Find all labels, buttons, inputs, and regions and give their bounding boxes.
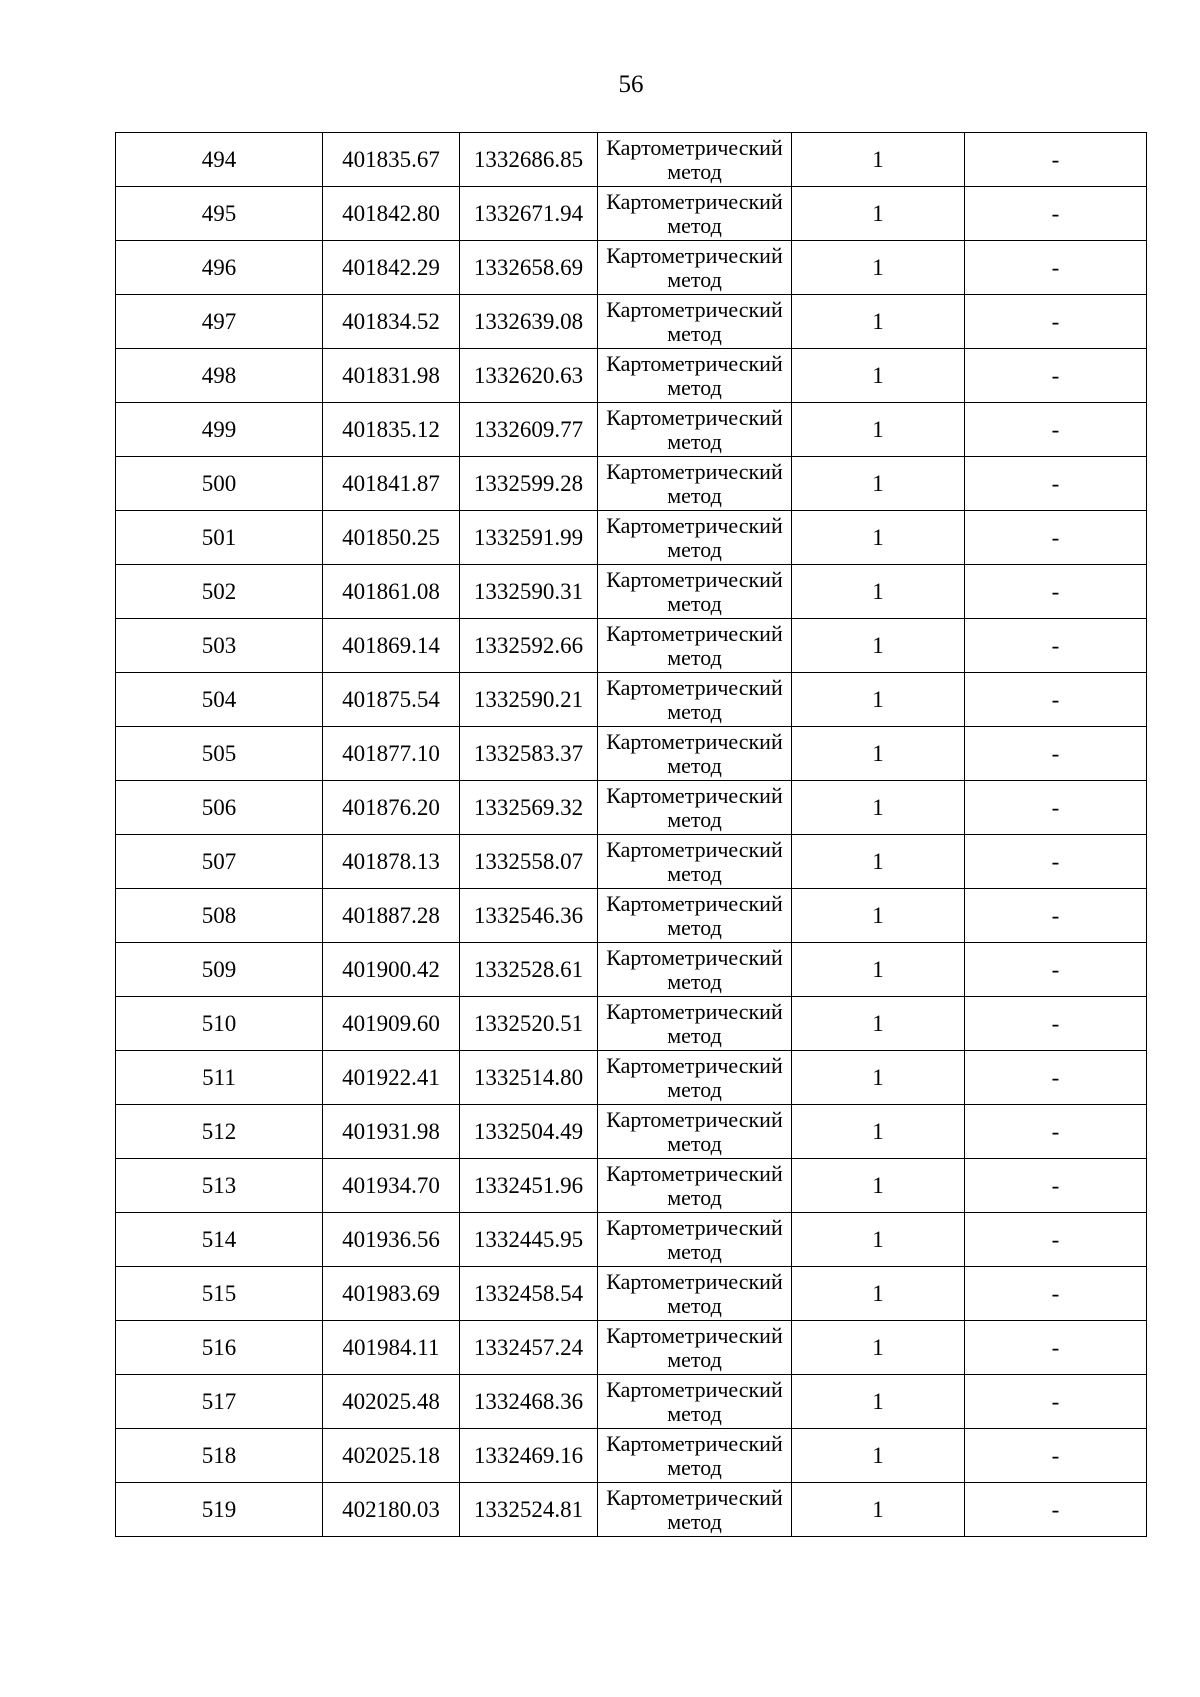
accuracy-cell: 1 <box>792 1051 965 1105</box>
accuracy-cell: 1 <box>792 997 965 1051</box>
x-coordinate-cell: 402025.18 <box>323 1429 460 1483</box>
method-line-1: Картометрический <box>606 1322 783 1348</box>
method-line-2: метод <box>667 482 722 508</box>
x-coordinate-cell: 401841.87 <box>323 457 460 511</box>
method-line-1: Картометрический <box>606 512 783 538</box>
y-coordinate-cell: 1332658.69 <box>460 241 598 295</box>
point-number-cell: 519 <box>116 1483 323 1537</box>
table-row <box>116 1213 1147 1267</box>
note-cell: - <box>965 457 1147 511</box>
method-line-1: Картометрический <box>606 242 783 268</box>
x-coordinate-cell: 401900.42 <box>323 943 460 997</box>
method-line-2: метод <box>667 1238 722 1264</box>
method-line-2: метод <box>667 1076 722 1102</box>
x-coordinate-cell: 402025.48 <box>323 1375 460 1429</box>
y-coordinate-cell: 1332590.31 <box>460 565 598 619</box>
y-coordinate-cell: 1332504.49 <box>460 1105 598 1159</box>
x-coordinate-cell: 401835.12 <box>323 403 460 457</box>
method-cell <box>598 349 792 403</box>
method-line-2: метод <box>667 914 722 940</box>
accuracy-cell: 1 <box>792 349 965 403</box>
table-row <box>116 187 1147 241</box>
y-coordinate-cell: 1332524.81 <box>460 1483 598 1537</box>
method-line-1: Картометрический <box>606 296 783 322</box>
y-coordinate-cell: 1332469.16 <box>460 1429 598 1483</box>
accuracy-cell: 1 <box>792 619 965 673</box>
note-cell: - <box>965 565 1147 619</box>
note-cell: - <box>965 241 1147 295</box>
table-row <box>116 457 1147 511</box>
table-row <box>116 727 1147 781</box>
point-number-cell: 515 <box>116 1267 323 1321</box>
method-line-1: Картометрический <box>606 404 783 430</box>
note-cell: - <box>965 889 1147 943</box>
table-row <box>116 349 1147 403</box>
table-row <box>116 997 1147 1051</box>
x-coordinate-cell: 401831.98 <box>323 349 460 403</box>
accuracy-cell: 1 <box>792 565 965 619</box>
method-cell <box>598 673 792 727</box>
accuracy-cell: 1 <box>792 1375 965 1429</box>
x-coordinate-cell: 401842.29 <box>323 241 460 295</box>
method-line-1: Картометрический <box>606 458 783 484</box>
page-number: 56 <box>618 71 644 98</box>
point-number-cell: 497 <box>116 295 323 349</box>
table-row <box>116 1375 1147 1429</box>
method-cell <box>598 1105 792 1159</box>
y-coordinate-cell: 1332528.61 <box>460 943 598 997</box>
method-line-1: Картометрический <box>606 944 783 970</box>
method-cell <box>598 727 792 781</box>
method-line-2: метод <box>667 374 722 400</box>
table-row <box>116 1321 1147 1375</box>
accuracy-cell: 1 <box>792 241 965 295</box>
table-row <box>116 1159 1147 1213</box>
method-line-1: Картометрический <box>606 1214 783 1240</box>
y-coordinate-cell: 1332599.28 <box>460 457 598 511</box>
method-cell <box>598 457 792 511</box>
accuracy-cell: 1 <box>792 1105 965 1159</box>
note-cell: - <box>965 1051 1147 1105</box>
method-cell <box>598 1429 792 1483</box>
accuracy-cell: 1 <box>792 835 965 889</box>
point-number-cell: 508 <box>116 889 323 943</box>
accuracy-cell: 1 <box>792 1321 965 1375</box>
point-number-cell: 512 <box>116 1105 323 1159</box>
point-number-cell: 495 <box>116 187 323 241</box>
method-line-1: Картометрический <box>606 890 783 916</box>
method-line-1: Картометрический <box>606 1484 783 1510</box>
method-line-2: метод <box>667 1346 722 1372</box>
point-number-cell: 501 <box>116 511 323 565</box>
y-coordinate-cell: 1332591.99 <box>460 511 598 565</box>
note-cell: - <box>965 295 1147 349</box>
method-cell <box>598 511 792 565</box>
method-line-2: метод <box>667 212 722 238</box>
x-coordinate-cell: 401869.14 <box>323 619 460 673</box>
note-cell: - <box>965 1213 1147 1267</box>
table-row <box>116 673 1147 727</box>
method-line-1: Картометрический <box>606 674 783 700</box>
method-line-2: метод <box>667 428 722 454</box>
note-cell: - <box>965 673 1147 727</box>
table-row <box>116 403 1147 457</box>
x-coordinate-cell: 401878.13 <box>323 835 460 889</box>
x-coordinate-cell: 401877.10 <box>323 727 460 781</box>
accuracy-cell: 1 <box>792 1429 965 1483</box>
accuracy-cell: 1 <box>792 727 965 781</box>
y-coordinate-cell: 1332468.36 <box>460 1375 598 1429</box>
point-number-cell: 507 <box>116 835 323 889</box>
method-cell <box>598 1483 792 1537</box>
y-coordinate-cell: 1332514.80 <box>460 1051 598 1105</box>
y-coordinate-cell: 1332671.94 <box>460 187 598 241</box>
note-cell: - <box>965 1105 1147 1159</box>
y-coordinate-cell: 1332639.08 <box>460 295 598 349</box>
x-coordinate-cell: 401983.69 <box>323 1267 460 1321</box>
accuracy-cell: 1 <box>792 781 965 835</box>
x-coordinate-cell: 401875.54 <box>323 673 460 727</box>
point-number-cell: 505 <box>116 727 323 781</box>
point-number-cell: 503 <box>116 619 323 673</box>
x-coordinate-cell: 401861.08 <box>323 565 460 619</box>
y-coordinate-cell: 1332590.21 <box>460 673 598 727</box>
method-cell <box>598 943 792 997</box>
note-cell: - <box>965 1429 1147 1483</box>
table-row <box>116 133 1147 187</box>
accuracy-cell: 1 <box>792 1267 965 1321</box>
x-coordinate-cell: 401842.80 <box>323 187 460 241</box>
y-coordinate-cell: 1332451.96 <box>460 1159 598 1213</box>
x-coordinate-cell: 402180.03 <box>323 1483 460 1537</box>
table-row <box>116 619 1147 673</box>
method-line-2: метод <box>667 968 722 994</box>
method-line-2: метод <box>667 644 722 670</box>
x-coordinate-cell: 401835.67 <box>323 133 460 187</box>
note-cell: - <box>965 1375 1147 1429</box>
method-line-2: метод <box>667 1400 722 1426</box>
note-cell: - <box>965 133 1147 187</box>
table-row <box>116 781 1147 835</box>
method-line-2: метод <box>667 320 722 346</box>
table-row <box>116 835 1147 889</box>
y-coordinate-cell: 1332546.36 <box>460 889 598 943</box>
method-cell <box>598 1051 792 1105</box>
method-line-1: Картометрический <box>606 1376 783 1402</box>
point-number-cell: 513 <box>116 1159 323 1213</box>
method-cell <box>598 619 792 673</box>
y-coordinate-cell: 1332520.51 <box>460 997 598 1051</box>
note-cell: - <box>965 619 1147 673</box>
method-line-1: Картометрический <box>606 1052 783 1078</box>
accuracy-cell: 1 <box>792 1159 965 1213</box>
point-number-cell: 498 <box>116 349 323 403</box>
accuracy-cell: 1 <box>792 943 965 997</box>
method-cell <box>598 565 792 619</box>
method-line-2: метод <box>667 1292 722 1318</box>
x-coordinate-cell: 401984.11 <box>323 1321 460 1375</box>
x-coordinate-cell: 401876.20 <box>323 781 460 835</box>
y-coordinate-cell: 1332569.32 <box>460 781 598 835</box>
y-coordinate-cell: 1332445.95 <box>460 1213 598 1267</box>
accuracy-cell: 1 <box>792 295 965 349</box>
method-line-1: Картометрический <box>606 836 783 862</box>
accuracy-cell: 1 <box>792 457 965 511</box>
method-line-2: метод <box>667 158 722 184</box>
table-row <box>116 1267 1147 1321</box>
x-coordinate-cell: 401931.98 <box>323 1105 460 1159</box>
point-number-cell: 506 <box>116 781 323 835</box>
point-number-cell: 496 <box>116 241 323 295</box>
method-line-1: Картометрический <box>606 350 783 376</box>
method-cell <box>598 1213 792 1267</box>
point-number-cell: 494 <box>116 133 323 187</box>
point-number-cell: 511 <box>116 1051 323 1105</box>
method-line-2: метод <box>667 860 722 886</box>
method-line-2: метод <box>667 1022 722 1048</box>
method-line-1: Картометрический <box>606 1430 783 1456</box>
method-cell <box>598 997 792 1051</box>
method-line-1: Картометрический <box>606 566 783 592</box>
method-line-2: метод <box>667 752 722 778</box>
method-line-1: Картометрический <box>606 620 783 646</box>
method-line-2: метод <box>667 1130 722 1156</box>
table-row <box>116 943 1147 997</box>
method-cell <box>598 295 792 349</box>
point-number-cell: 516 <box>116 1321 323 1375</box>
point-number-cell: 500 <box>116 457 323 511</box>
x-coordinate-cell: 401936.56 <box>323 1213 460 1267</box>
accuracy-cell: 1 <box>792 133 965 187</box>
y-coordinate-cell: 1332583.37 <box>460 727 598 781</box>
note-cell: - <box>965 1483 1147 1537</box>
method-cell <box>598 241 792 295</box>
method-cell <box>598 187 792 241</box>
coordinates-table-body <box>116 133 1147 1537</box>
method-cell <box>598 1159 792 1213</box>
y-coordinate-cell: 1332620.63 <box>460 349 598 403</box>
point-number-cell: 517 <box>116 1375 323 1429</box>
note-cell: - <box>965 349 1147 403</box>
x-coordinate-cell: 401887.28 <box>323 889 460 943</box>
method-cell <box>598 835 792 889</box>
accuracy-cell: 1 <box>792 187 965 241</box>
point-number-cell: 504 <box>116 673 323 727</box>
table-row <box>116 1051 1147 1105</box>
x-coordinate-cell: 401922.41 <box>323 1051 460 1105</box>
note-cell: - <box>965 781 1147 835</box>
method-line-1: Картометрический <box>606 728 783 754</box>
method-line-2: метод <box>667 590 722 616</box>
method-line-2: метод <box>667 266 722 292</box>
x-coordinate-cell: 401834.52 <box>323 295 460 349</box>
table-row <box>116 565 1147 619</box>
y-coordinate-cell: 1332592.66 <box>460 619 598 673</box>
accuracy-cell: 1 <box>792 1213 965 1267</box>
method-line-2: метод <box>667 1454 722 1480</box>
y-coordinate-cell: 1332558.07 <box>460 835 598 889</box>
y-coordinate-cell: 1332609.77 <box>460 403 598 457</box>
method-cell <box>598 781 792 835</box>
method-line-1: Картометрический <box>606 782 783 808</box>
note-cell: - <box>965 1267 1147 1321</box>
y-coordinate-cell: 1332458.54 <box>460 1267 598 1321</box>
y-coordinate-cell: 1332686.85 <box>460 133 598 187</box>
accuracy-cell: 1 <box>792 673 965 727</box>
method-line-1: Картометрический <box>606 134 783 160</box>
note-cell: - <box>965 943 1147 997</box>
note-cell: - <box>965 511 1147 565</box>
table-row <box>116 511 1147 565</box>
point-number-cell: 514 <box>116 1213 323 1267</box>
table-row <box>116 295 1147 349</box>
note-cell: - <box>965 403 1147 457</box>
method-cell <box>598 133 792 187</box>
table-row <box>116 1429 1147 1483</box>
method-cell <box>598 1267 792 1321</box>
x-coordinate-cell: 401909.60 <box>323 997 460 1051</box>
method-line-2: метод <box>667 536 722 562</box>
method-cell <box>598 403 792 457</box>
note-cell: - <box>965 1159 1147 1213</box>
note-cell: - <box>965 997 1147 1051</box>
note-cell: - <box>965 727 1147 781</box>
method-cell <box>598 1321 792 1375</box>
point-number-cell: 518 <box>116 1429 323 1483</box>
point-number-cell: 502 <box>116 565 323 619</box>
accuracy-cell: 1 <box>792 511 965 565</box>
note-cell: - <box>965 1321 1147 1375</box>
point-number-cell: 509 <box>116 943 323 997</box>
point-number-cell: 510 <box>116 997 323 1051</box>
accuracy-cell: 1 <box>792 1483 965 1537</box>
method-cell <box>598 889 792 943</box>
method-cell <box>598 1375 792 1429</box>
table-row <box>116 241 1147 295</box>
note-cell: - <box>965 835 1147 889</box>
method-line-1: Картометрический <box>606 1268 783 1294</box>
method-line-1: Картометрический <box>606 1106 783 1132</box>
method-line-2: метод <box>667 806 722 832</box>
method-line-1: Картометрический <box>606 998 783 1024</box>
coordinates-table <box>115 132 1147 1537</box>
point-number-cell: 499 <box>116 403 323 457</box>
method-line-2: метод <box>667 1184 722 1210</box>
method-line-1: Картометрический <box>606 188 783 214</box>
x-coordinate-cell: 401850.25 <box>323 511 460 565</box>
accuracy-cell: 1 <box>792 403 965 457</box>
table-row <box>116 1483 1147 1537</box>
x-coordinate-cell: 401934.70 <box>323 1159 460 1213</box>
table-row <box>116 889 1147 943</box>
method-line-1: Картометрический <box>606 1160 783 1186</box>
table-row <box>116 1105 1147 1159</box>
y-coordinate-cell: 1332457.24 <box>460 1321 598 1375</box>
method-line-2: метод <box>667 698 722 724</box>
note-cell: - <box>965 187 1147 241</box>
method-line-2: метод <box>667 1508 722 1534</box>
accuracy-cell: 1 <box>792 889 965 943</box>
